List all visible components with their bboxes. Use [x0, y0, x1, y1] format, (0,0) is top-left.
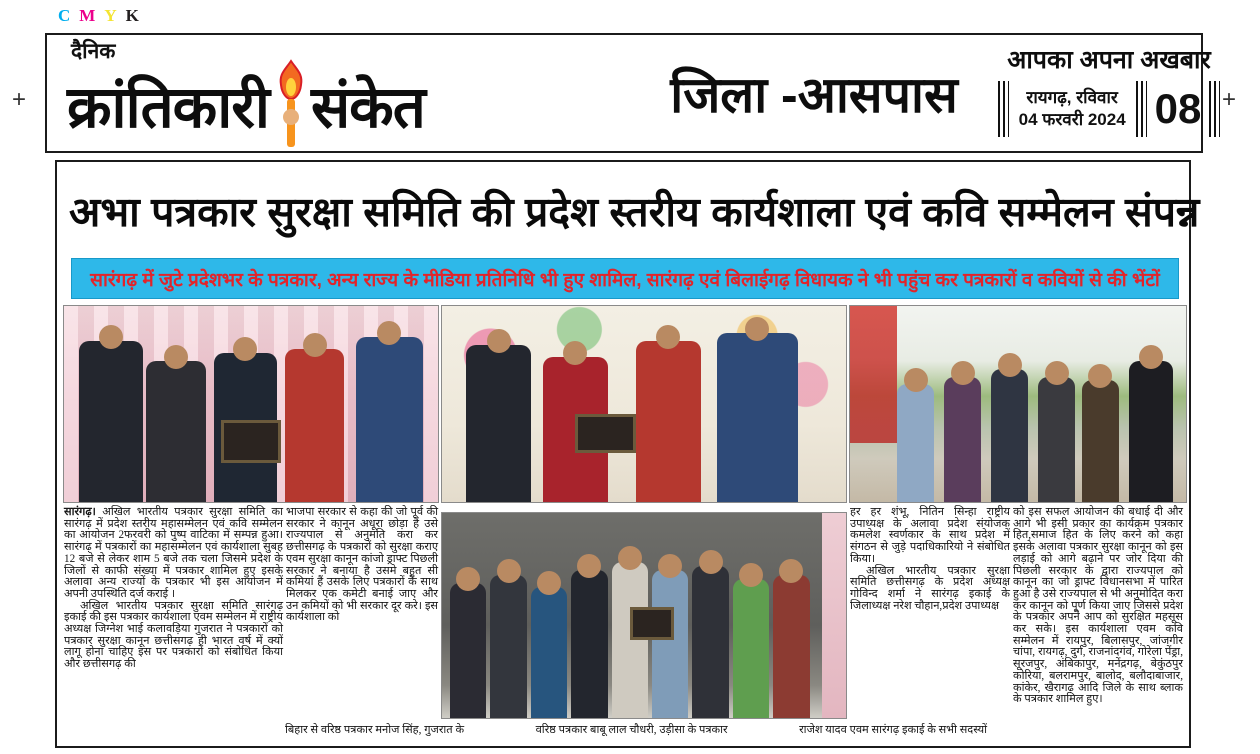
subheadline-text: सारंगढ़ में जुटे प्रदेशभर के पत्रकार, अन्य राज्य के मीडिया प्रतिनिधि भी हुए शामिल, सारंगढ़ एवं बिलाईगढ़ विधायक ने भी पहुंच कर पत्रकारों व कवियों से की भेंटों — [90, 269, 1160, 291]
person-figure — [79, 341, 143, 502]
person-figure — [571, 570, 607, 718]
person-figure — [285, 349, 345, 502]
cmyk-y: Y — [104, 6, 119, 25]
masthead-title-left: क्रांतिकारी — [67, 75, 269, 140]
caption-part: वरिष्ठ पत्रकार बाबू लाल चौधरी, उड़ीसा के पत्रकार — [535, 724, 728, 736]
paragraph: अखिल भारतीय पत्रकार सुरक्षा समिति सारंगढ़ इकाई की इस पत्रकार कार्यशाला एवम सम्मेलन में राष्ट्रीय अध्यक्ष जिग्नेश भाई कलावड़िया गुजरात ने पत्रकारों को पत्रकार सुरक्षा कानून छत्तीसगढ़ ही भारत वर्ष में क्यों लागू होना चाहिए इस पर पत्रकारों को संबोधित किया और छत्तीसगढ़ की — [64, 599, 283, 671]
person-figure — [1129, 361, 1173, 502]
person-figure — [466, 345, 531, 502]
award-frame — [630, 607, 674, 640]
page-number: 08 — [1154, 85, 1202, 132]
person-figure — [944, 377, 981, 502]
cmyk-m: M — [79, 6, 98, 25]
issue-date: 04 फरवरी 2024 — [1018, 110, 1126, 129]
paragraph: को इस सफल आयोजन की बधाई दी और आगे भी इसी प्रकार का कार्यक्रम पत्रकार हित,समाज हित के लिए करने को कहा इसके अलावा पत्रकार सुरक्षा कानून को इस लड़ाई को आगे बढ़ाने पर जोर दिया की पिछली सरकार के द्वारा राज्यपाल को कानून का जो ड्राफ्ट विधानसभा में पारित हुआ है उसे राज्यपाल से भी अनुमोदित करा कर कानून को पूर्ण किया जाए जिससे प्रदेश के पत्रकार अपने आप को सुरक्षित महसूस कर सके। इस कार्यशाला एवम कवि सम्मेलन में रायपुर, बिलासपुर, जांजगीर चांपा, रायगढ़, दुर्ग, राजनांदगंव, गोरेला पेंड्रा, सूरजपुर, अंबिकापुर, मनेंद्रगढ़, बेकुंठपुर कोरिया, बलरामपुर, बालोद, बलौदाबाजार, कांकेर, खैरागढ़ आदि जिले के साथ ब्लाक के पत्रकार शामिल हुए। — [1013, 506, 1183, 706]
torch-icon — [273, 59, 309, 151]
photo-caption-line — [285, 722, 987, 742]
place-day: रायगढ़, रविवार — [1026, 88, 1118, 107]
divider-bars-icon — [1209, 81, 1220, 137]
person-figure — [692, 566, 728, 718]
paragraph-text: अखिल भारतीय पत्रकार सुरक्षा समिति का सारंगढ़ में प्रदेश स्तरीय महासम्मेलन एवं कवि सम्मेलन का आयोजन 2फरवरी को पुष्प वाटिका में सम्पन्न हुआ। सारंगढ़ में पत्रकारों का महासम्मेलन एवं कार्यशाला सुबह 12 बजे से लेकर शाम 5 बजे तक चला जिसमे प्रदेश के जिलों से काफी संख्या में पत्रकार शामिल हुए इसके अलावा अन्य राज्यों के पत्रकार भी इस आयोजन में अपनी उपस्थिति दर्ज कराई । — [64, 506, 284, 600]
photo-award-presentation-pink-backdrop — [63, 305, 439, 503]
paragraph: अखिल भारतीय पत्रकार सुरक्षा समिति छत्तीसगढ़ के प्रदेश अध्यक्ष गोविन्द शर्मा ने सारंगढ़ इकाई के जिलाध्यक्ष नरेश चौहान,प्रदेश उपाध्यक्ष — [850, 564, 1010, 612]
subheadline-banner — [71, 258, 1179, 299]
date-row — [975, 81, 1243, 137]
divider-bars-icon — [998, 81, 1009, 137]
award-frame — [575, 414, 636, 453]
crop-mark-left: + — [12, 86, 27, 113]
person-figure — [356, 337, 423, 502]
cmyk-print-mark — [58, 6, 148, 26]
article-box — [55, 160, 1200, 748]
body-column-2 — [286, 507, 438, 719]
paragraph: भाजपा सरकार से कहा की जो पूर्व की सरकार ने कानून अधूरा छोड़ा हैं उसे राज्यपाल से अनुमति करा कर छत्तीसगढ़ के पत्रकारों को सुरक्षा कराए एवम सुरक्षा कानून कांजो ड्राफ्ट पिछली सरकार ने बनाया है उसमे बहुत सी कमियां हैं उसके लिए पत्रकारों के साथ मिलकर एक कमेटी बनाई जाए और उन कमियों को भी सरकार दूर करे। इस कार्यशाला को — [286, 506, 438, 624]
crop-mark-right: + — [1222, 86, 1237, 113]
paragraph — [64, 507, 283, 601]
divider-bars-icon — [1136, 81, 1147, 137]
person-figure — [733, 579, 769, 718]
person-figure — [991, 369, 1028, 502]
person-figure — [1038, 377, 1075, 502]
body-column-4 — [1013, 507, 1183, 747]
person-figure — [531, 587, 567, 718]
date-block — [1015, 87, 1130, 131]
slogan: आपका अपना अखबार — [1007, 46, 1211, 74]
cmyk-c: C — [58, 6, 73, 25]
red-flag-banner — [850, 306, 897, 443]
photo-stage-group-with-memento — [441, 512, 847, 719]
masthead-daily-label: दैनिक — [71, 40, 116, 63]
person-figure — [450, 583, 486, 718]
award-frame — [221, 420, 281, 463]
pink-wall-edge — [822, 513, 846, 718]
person-figure — [612, 562, 648, 718]
photo-award-presentation-floral-backdrop — [441, 305, 847, 503]
cmyk-k: K — [125, 6, 141, 25]
masthead-right-block — [975, 43, 1243, 147]
article-headline: अभा पत्रकार सुरक्षा समिति की प्रदेश स्तरीय कार्यशाला एवं कवि सम्मेलन संपन्न — [69, 189, 1200, 235]
body-column-3 — [850, 507, 1010, 719]
caption-part: राजेश यादव एवम सारंगढ़ इकाई के सभी सदस्यों — [799, 724, 987, 736]
masthead-title-row — [67, 59, 607, 145]
person-figure — [490, 575, 526, 719]
body-column-1 — [64, 507, 283, 750]
person-figure — [1082, 380, 1119, 502]
masthead-box — [45, 33, 1211, 153]
caption-part: बिहार से वरिष्ठ पत्रकार मनोज सिंह, गुजरात के — [285, 724, 465, 736]
person-figure — [717, 333, 798, 502]
dateline: सारंगढ़। — [64, 506, 96, 518]
person-figure — [146, 361, 206, 502]
person-figure — [897, 384, 934, 502]
section-title: जिला -आसपास — [670, 67, 958, 123]
photo-outdoor-group-walking — [849, 305, 1187, 503]
person-figure — [773, 575, 809, 719]
masthead-title-right: संकेत — [310, 75, 425, 140]
person-figure — [636, 341, 701, 502]
person-figure — [652, 570, 688, 718]
masthead — [67, 41, 607, 149]
paragraph: हर हर शंभू, नितिन सिन्हा राष्ट्रीय उपाध्यक्ष के अलावा प्रदेश संयोजक कमलेश स्वर्णकार के साथ प्रदेश में संगठन से जुड़े पदाधिकारियो ने संबोधित किया। — [850, 506, 1010, 565]
